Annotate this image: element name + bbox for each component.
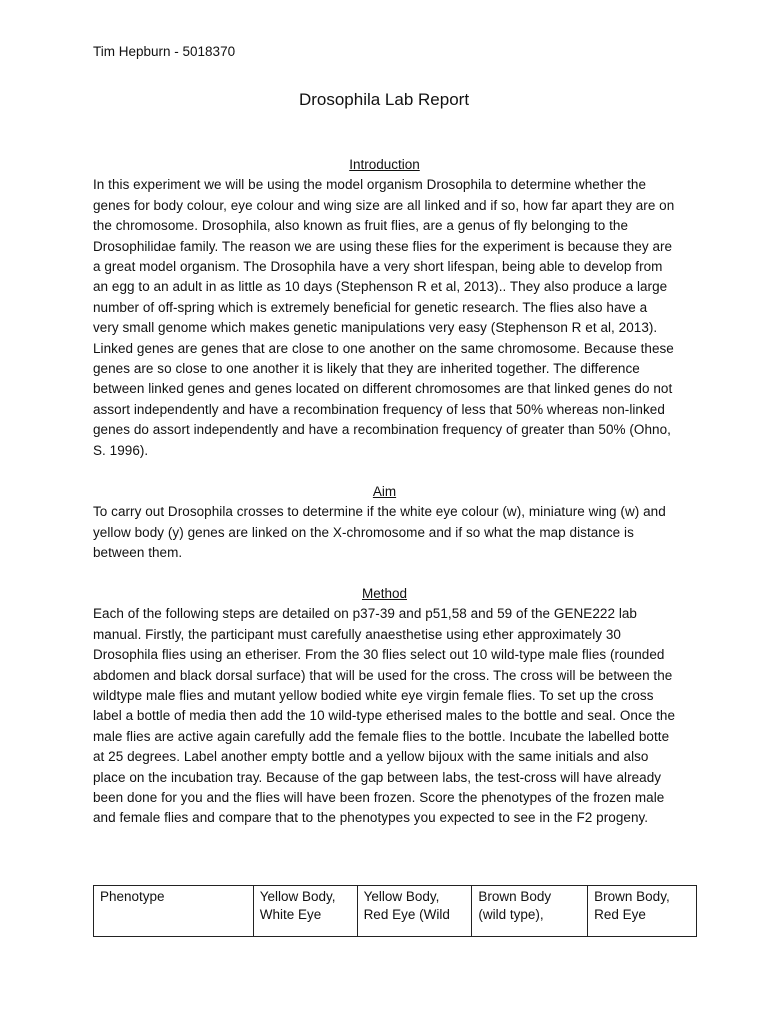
introduction-paragraph: In this experiment we will be using the model organism Drosophila to determine whether the genes for body colour, eye colour and wing size are all linked and if so, how far apart they are on the chromosome. Drosophila, also known as fruit flies, are a genus of fly belonging to the Drosophilidae family. The reason we are using these flies for the experiment is because they are a great model organism. The Drosophila have a very short lifespan, being able to develop from an egg to an adult in as little as 10 days (Stephenson R et al, 2013).. They also produce a large number of off-spring which is extremely beneficial for genetic research. The flies also have a very small genome which makes genetic manipulations very easy (Stephenson R et al, 2013). Linked genes are genes that are close to one another on the same chromosome. Because these genes are so close to one another it is likely that they are inherited together. The difference between linked genes and genes located on different chromosomes are that linked genes do not assort independently and have a recombination frequency of less that 50% whereas non-linked genes do assort independently and have a recombination frequency of greater than 50% (Ohno, S. 1996). bbox=[93, 177, 675, 458]
aim-section bbox=[93, 482, 676, 564]
method-heading: Method bbox=[361, 586, 408, 601]
phenotype-table bbox=[93, 885, 697, 937]
table-cell-yellow-body-white-eye: Yellow Body, White Eye bbox=[253, 886, 357, 937]
table-cell-brown-body-wild-type: Brown Body (wild type), bbox=[472, 886, 588, 937]
table-cell-phenotype: Phenotype bbox=[94, 886, 254, 937]
aim-paragraph: To carry out Drosophila crosses to determine if the white eye colour (w), miniature wing (w) and yellow body (y) genes are linked on the X-chromosome and if so what the map distance is between them. bbox=[93, 504, 666, 561]
document-title: Drosophila Lab Report bbox=[298, 90, 470, 109]
method-section bbox=[93, 584, 676, 829]
table-cell-yellow-body-red-eye: Yellow Body, Red Eye (Wild bbox=[357, 886, 472, 937]
aim-heading: Aim bbox=[372, 484, 397, 499]
introduction-section bbox=[93, 155, 676, 461]
table-header-row bbox=[94, 886, 697, 937]
introduction-heading: Introduction bbox=[349, 157, 420, 172]
author-line: Tim Hepburn - 5018370 bbox=[93, 44, 236, 59]
table-cell-brown-body-red-eye: Brown Body, Red Eye bbox=[588, 886, 697, 937]
method-paragraph: Each of the following steps are detailed on p37-39 and p51,58 and 59 of the GENE222 lab manual. Firstly, the participant must carefully anaesthetise using ether approximately 30 Drosophila flies using an etheriser. From the 30 flies select out 10 wild-type male flies (rounded abdomen and black dorsal surface) that will be used for the cross. The cross will be between the wildtype male flies and mutant yellow bodied white eye virgin female flies. To set up the cross label a bottle of media then add the 10 wild-type etherised males to the bottle and seal. Once the male flies are active again carefully add the female flies to the bottle. Incubate the labelled botte at 25 degrees. Label another empty bottle and a yellow bijoux with the same initials and also place on the incubation tray. Because of the gap between labs, the test-cross will have already been done for you and the flies will have been frozen. Score the phenotypes of the frozen male and female flies and compare that to the phenotypes you expected to see in the F2 progeny. bbox=[93, 606, 676, 826]
